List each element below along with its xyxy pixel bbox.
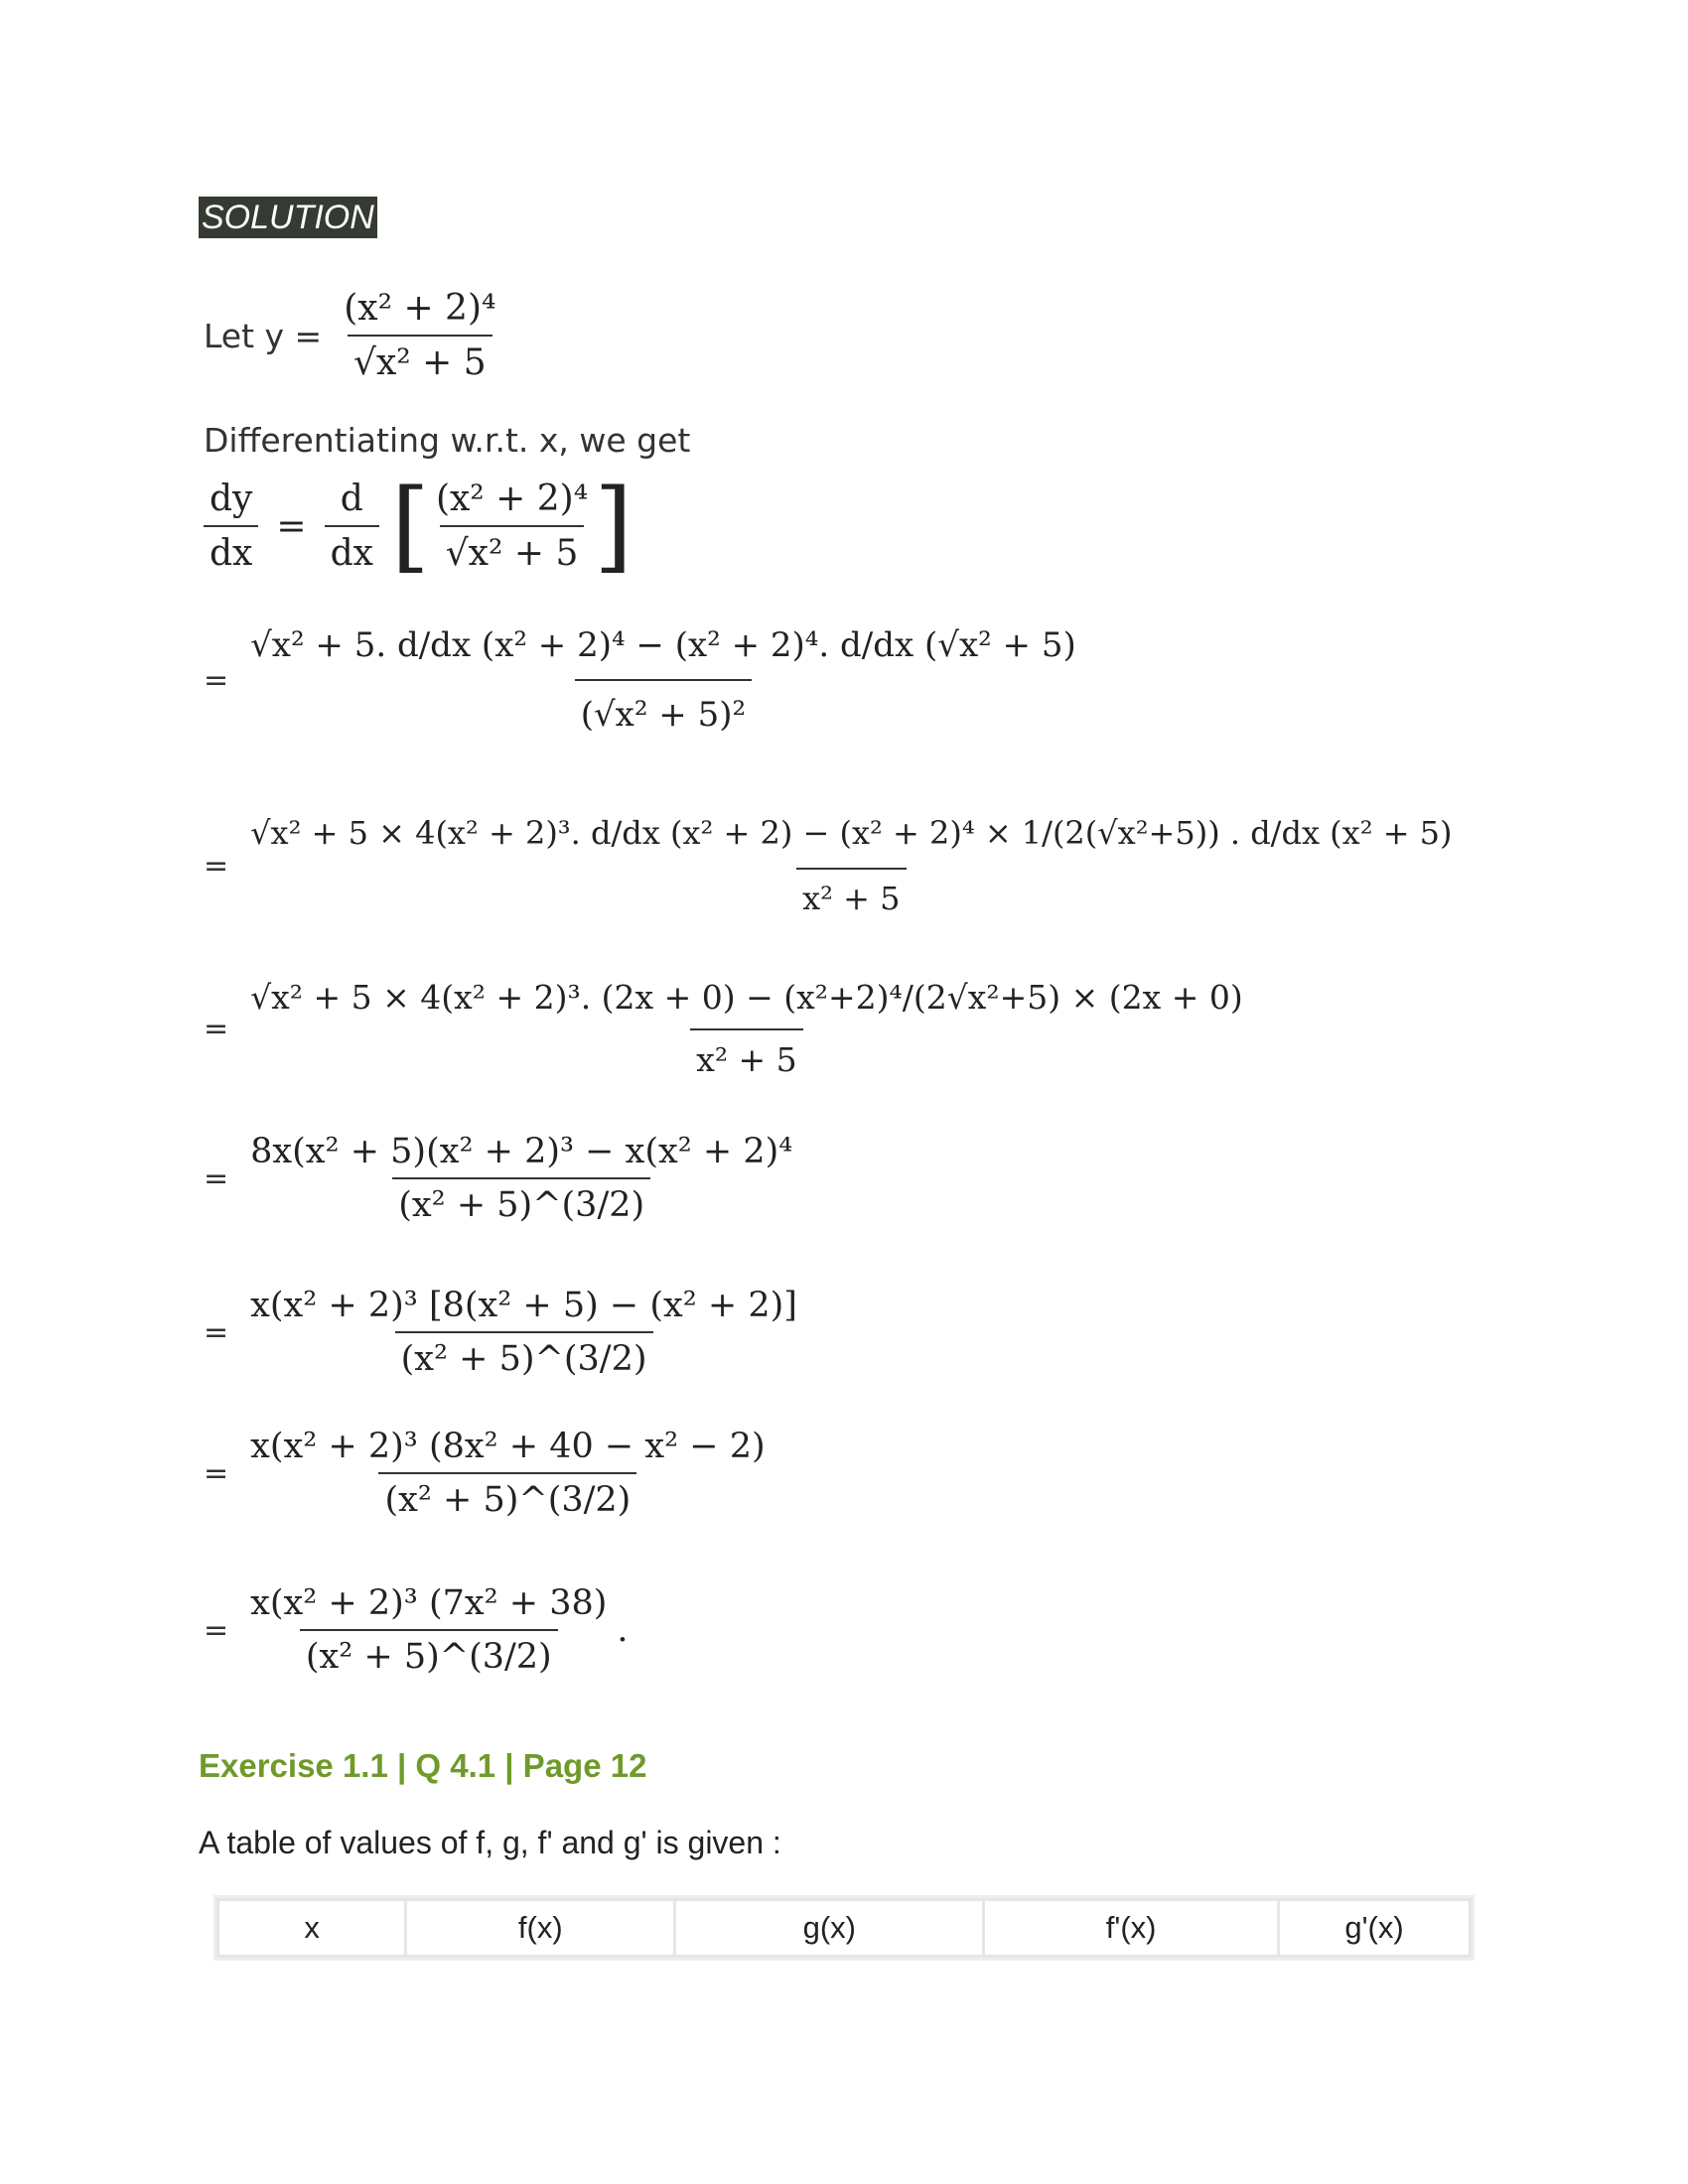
dx-text-2: dx	[325, 525, 379, 574]
step-7-denominator: (x² + 5)^(3/2)	[300, 1629, 558, 1677]
solution-label: SOLUTION	[199, 197, 377, 238]
step-5	[204, 1286, 803, 1379]
step-3-numerator: √x² + 5 × 4(x² + 2)³. (2x + 0) − (x²+2)⁴/(2√x²+5) × (2x + 0)	[250, 978, 1243, 1017]
step-4-equals: =	[204, 1160, 229, 1196]
step-7-equals: =	[204, 1612, 229, 1648]
step-2	[204, 814, 1459, 917]
step-3-fraction	[244, 978, 1249, 1079]
step-6-fraction	[244, 1427, 771, 1520]
dy-text: dy	[210, 478, 253, 519]
header-x: x	[218, 1900, 406, 1957]
differentiating-text: Differentiating w.r.t. x, we get	[204, 421, 691, 460]
step-3-equals: =	[204, 1011, 229, 1046]
step-6	[204, 1427, 772, 1520]
step-2-equals: =	[204, 848, 229, 884]
derivative-definition	[204, 468, 633, 584]
header-g-prime: g'(x)	[1279, 1900, 1471, 1957]
step-2-fraction	[244, 814, 1458, 917]
right-bracket: ]	[594, 468, 633, 584]
d-dx-fraction	[325, 478, 379, 574]
y-numerator: (x² + 2)⁴	[344, 288, 496, 329]
d-text: d	[340, 478, 363, 519]
bracket-fraction	[430, 478, 594, 574]
exercise-heading: Exercise 1.1 | Q 4.1 | Page 12	[199, 1747, 647, 1784]
header-g: g(x)	[675, 1900, 984, 1957]
let-y-text: Let y =	[204, 316, 323, 355]
step-4-denominator: (x² + 5)^(3/2)	[392, 1177, 650, 1225]
step-4	[204, 1132, 798, 1225]
step-4-fraction	[244, 1132, 798, 1225]
y-denominator: √x² + 5	[348, 335, 492, 383]
step-3	[204, 978, 1249, 1079]
step-3-denominator: x² + 5	[690, 1028, 802, 1079]
header-f: f(x)	[406, 1900, 675, 1957]
final-period: .	[617, 1610, 629, 1650]
step-2-numerator: √x² + 5 × 4(x² + 2)³. d/dx (x² + 2) − (x² + 2)⁴ × 1/(2(√x²+5)) . d/dx (x² + 5)	[250, 814, 1453, 852]
step-6-denominator: (x² + 5)^(3/2)	[378, 1472, 636, 1520]
step-1-denominator: (√x² + 5)²	[575, 679, 752, 735]
step-1-numerator: √x² + 5. d/dx (x² + 2)⁴ − (x² + 2)⁴. d/dx (√x² + 5)	[250, 625, 1076, 665]
intro-text: A table of values of f, g, f' and g' is given :	[199, 1825, 781, 1860]
step-7-fraction	[244, 1583, 613, 1677]
step-5-fraction	[244, 1286, 803, 1379]
left-bracket: [	[390, 468, 430, 584]
dy-dx-fraction	[204, 478, 258, 574]
step-1-fraction	[244, 625, 1082, 735]
header-f-prime: f'(x)	[984, 1900, 1279, 1957]
step-4-numerator: 8x(x² + 5)(x² + 2)³ − x(x² + 2)⁴	[250, 1132, 793, 1171]
step-2-denominator: x² + 5	[796, 868, 906, 917]
step-1-equals: =	[204, 662, 229, 698]
step-6-equals: =	[204, 1455, 229, 1491]
step-5-denominator: (x² + 5)^(3/2)	[395, 1331, 653, 1379]
step-5-equals: =	[204, 1314, 229, 1350]
table-header-row	[218, 1900, 1471, 1957]
let-y-line	[204, 288, 501, 383]
values-table	[216, 1898, 1472, 1958]
step-5-numerator: x(x² + 2)³ [8(x² + 5) − (x² + 2)]	[250, 1286, 797, 1325]
dx-text: dx	[204, 525, 258, 574]
step-7	[204, 1583, 629, 1677]
bracket-numerator: (x² + 2)⁴	[435, 478, 589, 519]
equals-sign: =	[276, 505, 307, 547]
step-6-numerator: x(x² + 2)³ (8x² + 40 − x² − 2)	[250, 1427, 766, 1466]
y-fraction	[338, 288, 501, 383]
step-1	[204, 625, 1082, 735]
step-7-numerator: x(x² + 2)³ (7x² + 38)	[250, 1583, 608, 1623]
bracket-denominator: √x² + 5	[440, 525, 585, 574]
